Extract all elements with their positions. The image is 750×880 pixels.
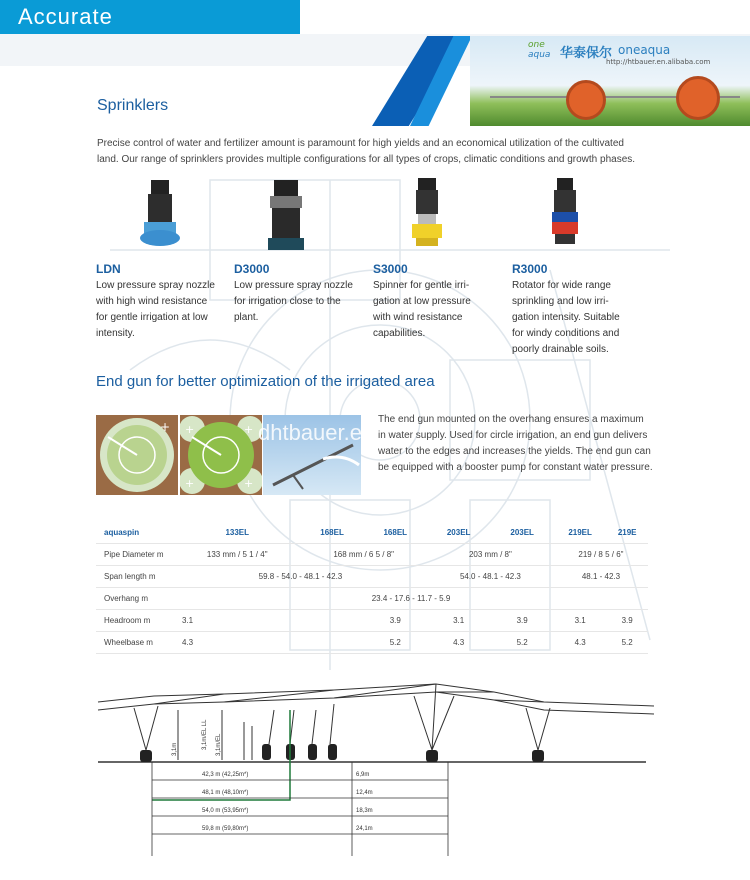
product-desc-line: with wind resistance bbox=[373, 312, 463, 323]
table-row bbox=[96, 632, 648, 654]
product-desc-line: plant. bbox=[234, 312, 259, 323]
row-label: Wheelbase m bbox=[96, 632, 174, 654]
table-cell: 3.9 bbox=[606, 610, 648, 632]
table-header-cell: 133EL bbox=[174, 522, 300, 544]
height-label: 3,1m/EL bbox=[216, 733, 222, 756]
sprinklers-intro-line2: land. Our range of sprinklers provides multiple configurations for all types of crops, climatic conditions and growth phases. bbox=[97, 154, 636, 165]
brand-name-en: oneaqua bbox=[618, 43, 671, 57]
product-desc-line: with high wind resistance bbox=[96, 296, 208, 307]
sprinklers-intro-line1: Precise control of water and fertilizer amount is paramount for high yields and an economical utilization of the cultivated bbox=[97, 138, 624, 149]
svg-text:+: + bbox=[185, 423, 195, 436]
table-cell: 3.9 bbox=[364, 610, 427, 632]
row-label: Pipe Diameter m bbox=[96, 544, 174, 566]
overhang-label: 24,1m bbox=[356, 826, 373, 832]
table-cell: 3.1 bbox=[427, 610, 491, 632]
product-desc-line: gation intensity. Suitable bbox=[512, 312, 620, 323]
table-header-cell: 168EL bbox=[364, 522, 427, 544]
endgun-text-line1: The end gun mounted on the overhang ensures a maximum bbox=[378, 414, 644, 425]
table-header-cell: aquaspin bbox=[96, 522, 174, 544]
table-cell: 3.9 bbox=[490, 610, 554, 632]
product-desc-line: Spinner for gentle irri- bbox=[373, 280, 470, 291]
table-cell: 3.1 bbox=[174, 610, 364, 632]
product-desc-line: Rotator for wide range bbox=[512, 280, 611, 291]
brand-name-cn: 华泰保尔 bbox=[560, 46, 613, 61]
product-name: LDN bbox=[96, 262, 121, 276]
table-row bbox=[96, 610, 648, 632]
table-header-cell: 219EL bbox=[554, 522, 606, 544]
product-desc-line: Low pressure spray nozzle bbox=[96, 280, 215, 291]
table-row bbox=[96, 566, 648, 588]
table-cell: 4.3 bbox=[554, 632, 606, 654]
span-label: 54,0 m (53,95m*) bbox=[202, 808, 249, 814]
table-cell: 133 mm / 5 1 / 4" bbox=[174, 544, 300, 566]
table-header-cell: 203EL bbox=[490, 522, 554, 544]
svg-text:+: + bbox=[244, 423, 254, 436]
overhang-label: 18,3m bbox=[356, 808, 373, 814]
product-desc-line: poorly drainable soils. bbox=[512, 344, 609, 355]
svg-text:+: + bbox=[185, 477, 195, 490]
brand-logo-one: one bbox=[528, 40, 545, 50]
brand-logo-aqua: aqua bbox=[528, 50, 551, 60]
table-cell: 168 mm / 6 5 / 8" bbox=[300, 544, 426, 566]
table-cell: 48.1 - 42.3 bbox=[554, 566, 648, 588]
table-row bbox=[96, 588, 648, 610]
span-label: 48,1 m (48,10m*) bbox=[202, 790, 249, 796]
hose-reel-icon bbox=[676, 76, 720, 120]
table-header-cell: 168EL bbox=[300, 522, 363, 544]
pivot-dimension-diagram bbox=[94, 680, 654, 870]
table-cell: 4.3 bbox=[427, 632, 491, 654]
product-r3000 bbox=[512, 262, 652, 358]
product-ldn bbox=[96, 262, 231, 342]
product-d3000 bbox=[234, 262, 369, 326]
product-s3000 bbox=[373, 262, 508, 342]
table-row bbox=[96, 544, 648, 566]
page-title: Accurate bbox=[18, 4, 113, 29]
svg-text:+: + bbox=[244, 477, 254, 490]
endgun-text-line2: in water supply. Used for circle irrigation, an end gun delivers bbox=[378, 430, 648, 441]
ldn-nozzle-image bbox=[138, 180, 182, 250]
product-desc-line: for gentle irrigation at low bbox=[96, 312, 208, 323]
product-desc-line: for irrigation close to the bbox=[234, 296, 341, 307]
table-cell: 5.2 bbox=[606, 632, 648, 654]
overhang-label: 6,9m bbox=[356, 772, 370, 778]
table-cell: 203 mm / 8" bbox=[427, 544, 554, 566]
row-label: Headroom m bbox=[96, 610, 174, 632]
endgun-text-line4: be equipped with a booster pump for constant water pressure. bbox=[378, 462, 653, 473]
row-label: Overhang m bbox=[96, 588, 174, 610]
height-label: 3,1m/EL LL bbox=[202, 719, 208, 750]
hose-reel-icon bbox=[566, 80, 606, 120]
table-cell: 23.4 - 17.6 - 11.7 - 5.9 bbox=[174, 588, 648, 610]
section-title-endgun: End gun for better optimization of the irrigated area bbox=[96, 373, 435, 390]
span-label: 59,8 m (59,80m*) bbox=[202, 826, 249, 832]
row-label: Span length m bbox=[96, 566, 174, 588]
table-header-cell: 203EL bbox=[427, 522, 491, 544]
table-cell: 5.2 bbox=[364, 632, 427, 654]
table-cell: 3.1 bbox=[554, 610, 606, 632]
endgun-text-line3: water to the edges and increases the yields. The end gun can bbox=[378, 446, 651, 457]
section-title-sprinklers: Sprinklers bbox=[97, 97, 169, 114]
table-cell: 4.3 bbox=[174, 632, 364, 654]
table-cell: 54.0 - 48.1 - 42.3 bbox=[427, 566, 554, 588]
product-name: D3000 bbox=[234, 262, 270, 276]
product-name: S3000 bbox=[373, 262, 408, 276]
r3000-nozzle-image bbox=[546, 178, 584, 250]
spec-table bbox=[96, 522, 648, 654]
product-desc-line: gation at low pressure bbox=[373, 296, 471, 307]
product-desc-line: for windy conditions and bbox=[512, 328, 620, 339]
product-name: R3000 bbox=[512, 262, 548, 276]
product-desc-line: capabilities. bbox=[373, 328, 426, 339]
height-label: 3,1m bbox=[172, 742, 178, 756]
table-cell: 59.8 - 54.0 - 48.1 - 42.3 bbox=[174, 566, 427, 588]
overhang-label: 12,4m bbox=[356, 790, 373, 796]
banner-image bbox=[470, 36, 750, 126]
product-desc-line: Low pressure spray nozzle bbox=[234, 280, 353, 291]
table-cell: 5.2 bbox=[490, 632, 554, 654]
product-desc-line: sprinkling and low irri- bbox=[512, 296, 609, 307]
table-cell: 219 / 8 5 / 6" bbox=[554, 544, 648, 566]
endgun-field-image-1 bbox=[96, 415, 178, 495]
product-desc-line: intensity. bbox=[96, 328, 135, 339]
s3000-nozzle-image bbox=[408, 178, 446, 250]
svg-text:+: + bbox=[160, 420, 171, 434]
watermark: dhtbauer.en bbox=[258, 420, 375, 445]
d3000-nozzle-image bbox=[264, 180, 308, 252]
table-header-row bbox=[96, 522, 648, 544]
endgun-field-image-2 bbox=[180, 415, 262, 495]
brand-url: http://htbauer.en.alibaba.com bbox=[606, 58, 711, 66]
table-header-cell: 219E bbox=[606, 522, 648, 544]
span-label: 42,3 m (42,25m*) bbox=[202, 772, 249, 778]
